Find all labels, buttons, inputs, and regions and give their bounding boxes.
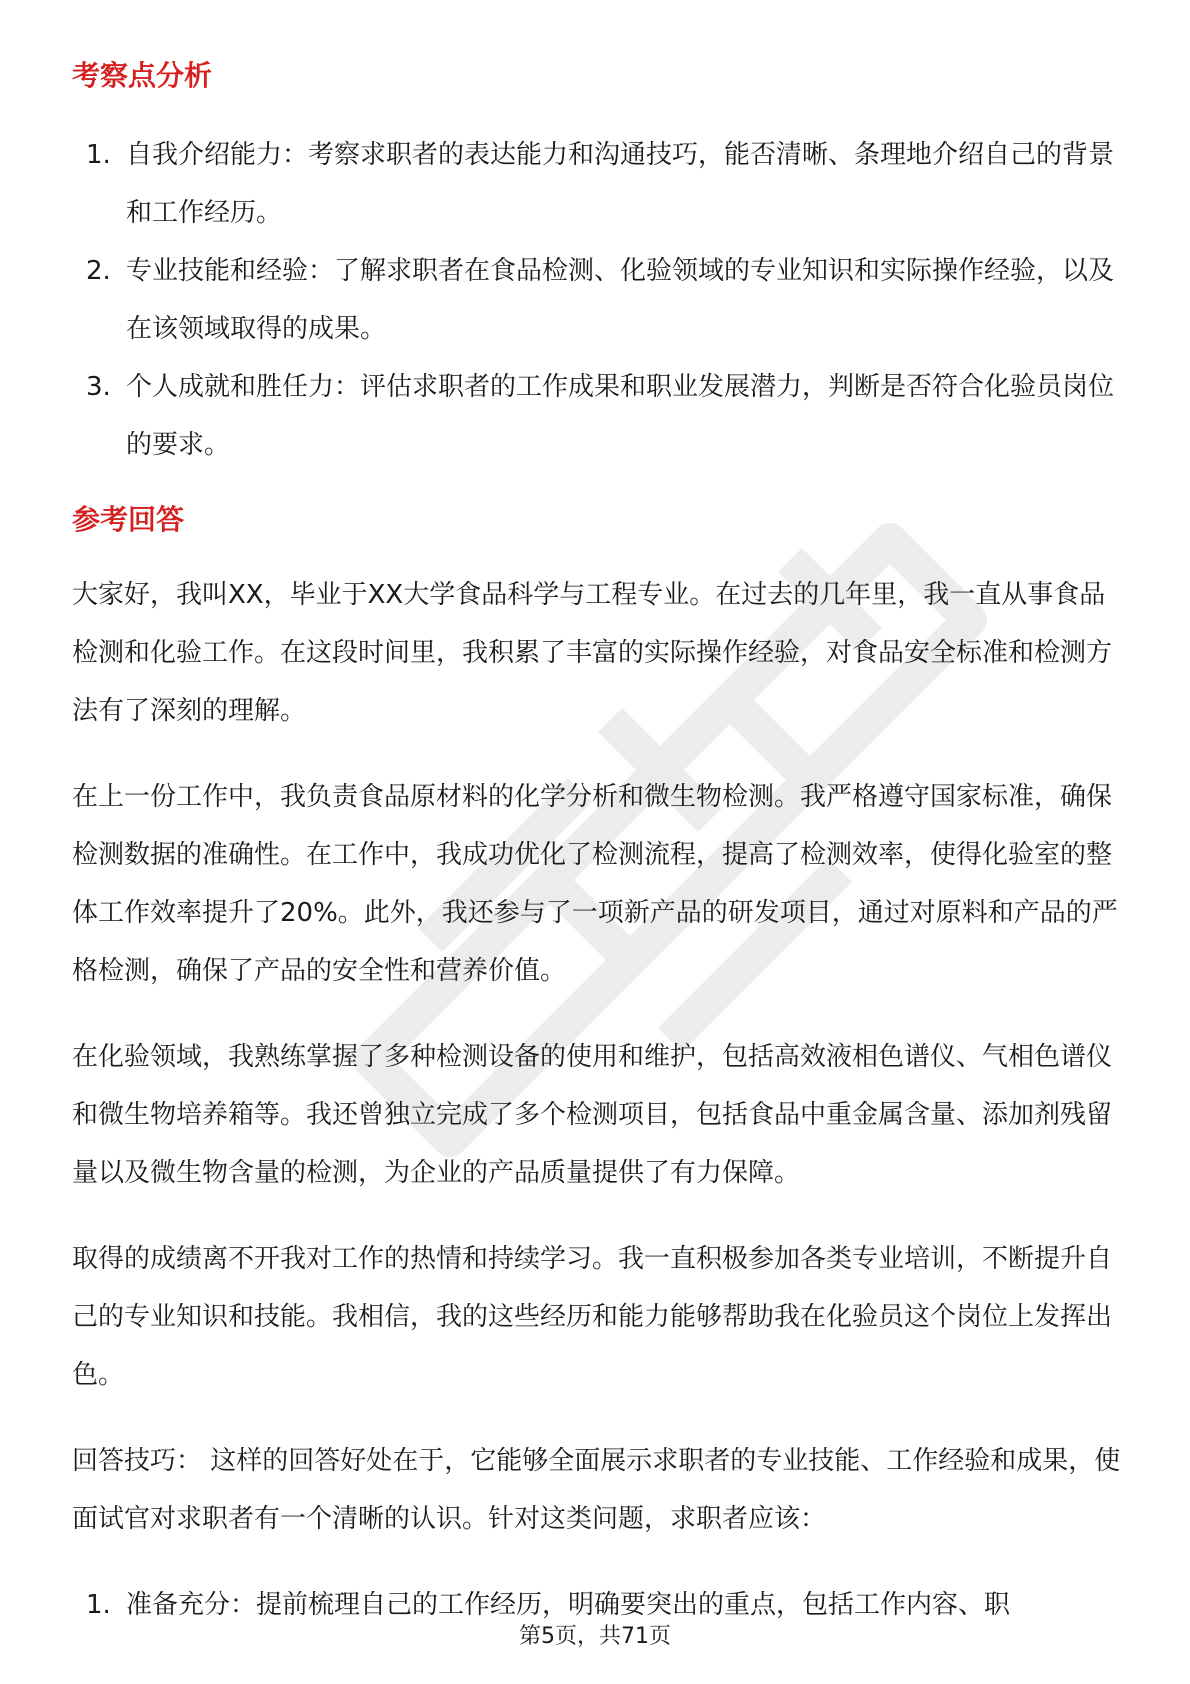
list-item-text: 准备充分：提前梳理自己的工作经历，明确要突出的重点，包括工作内容、职 (126, 1590, 1011, 1620)
list-item-number: 1. (86, 1590, 111, 1620)
analysis-section-title: 考察点分析 (72, 59, 213, 92)
list-item-text: 专业技能和经验：了解求职者在食品检测、化验领域的专业知识和实际操作经验，以及在该领域取得的成果。 (126, 256, 1115, 344)
document-page (72, 40, 1122, 1634)
list-item-number: 2. (86, 256, 111, 286)
page-number-footer: 第5页，共71页 (519, 1624, 671, 1649)
answer-tips-paragraph: 回答技巧： 这样的回答好处在于，它能够全面展示求职者的专业技能、工作经验和成果，使面试官对求职者有一个清晰的认识。针对这类问题，求职者应该： (72, 1446, 1121, 1534)
answer-paragraph-learning: 取得的成绩离不开我对工作的热情和持续学习。我一直积极参加各类专业培训，不断提升自己的专业知识和技能。我相信，我的这些经历和能力能够帮助我在化验员这个岗位上发挥出色。 (72, 1244, 1113, 1390)
answer-paragraph-previous-job: 在上一份工作中，我负责食品原材料的化学分析和微生物检测。我严格遵守国家标准，确保检测数据的准确性。在工作中，我成功优化了检测流程，提高了检测效率，使得化验室的整体工作效率提升了20%。此外，我还参与了一项新产品的研发项目，通过对原料和产品的严格检测，确保了产品的安全性和营养价值。 (72, 782, 1118, 986)
analysis-points-list (72, 126, 1122, 474)
answer-paragraph-intro: 大家好，我叫XX，毕业于XX大学食品科学与工程专业。在过去的几年里，我一直从事食品检测和化验工作。在这段时间里，我积累了丰富的实际操作经验，对食品安全标准和检测方法有了深刻的理解。 (72, 580, 1113, 726)
list-item-text: 自我介绍能力：考察求职者的表达能力和沟通技巧，能否清晰、条理地介绍自己的背景和工作经历。 (126, 140, 1115, 228)
list-item (72, 358, 1122, 474)
list-item-number: 1. (86, 140, 111, 170)
list-item (72, 242, 1122, 358)
list-item (72, 126, 1122, 242)
list-item-number: 3. (86, 372, 111, 402)
answer-section-title: 参考回答 (72, 503, 185, 536)
answer-paragraph-skills: 在化验领域，我熟练掌握了多种检测设备的使用和维护，包括高效液相色谱仪、气相色谱仪和微生物培养箱等。我还曾独立完成了多个检测项目，包括食品中重金属含量、添加剂残留量以及微生物含量的检测，为企业的产品质量提供了有力保障。 (72, 1042, 1113, 1188)
list-item-text: 个人成就和胜任力：评估求职者的工作成果和职业发展潜力，判断是否符合化验员岗位的要求。 (126, 372, 1115, 460)
